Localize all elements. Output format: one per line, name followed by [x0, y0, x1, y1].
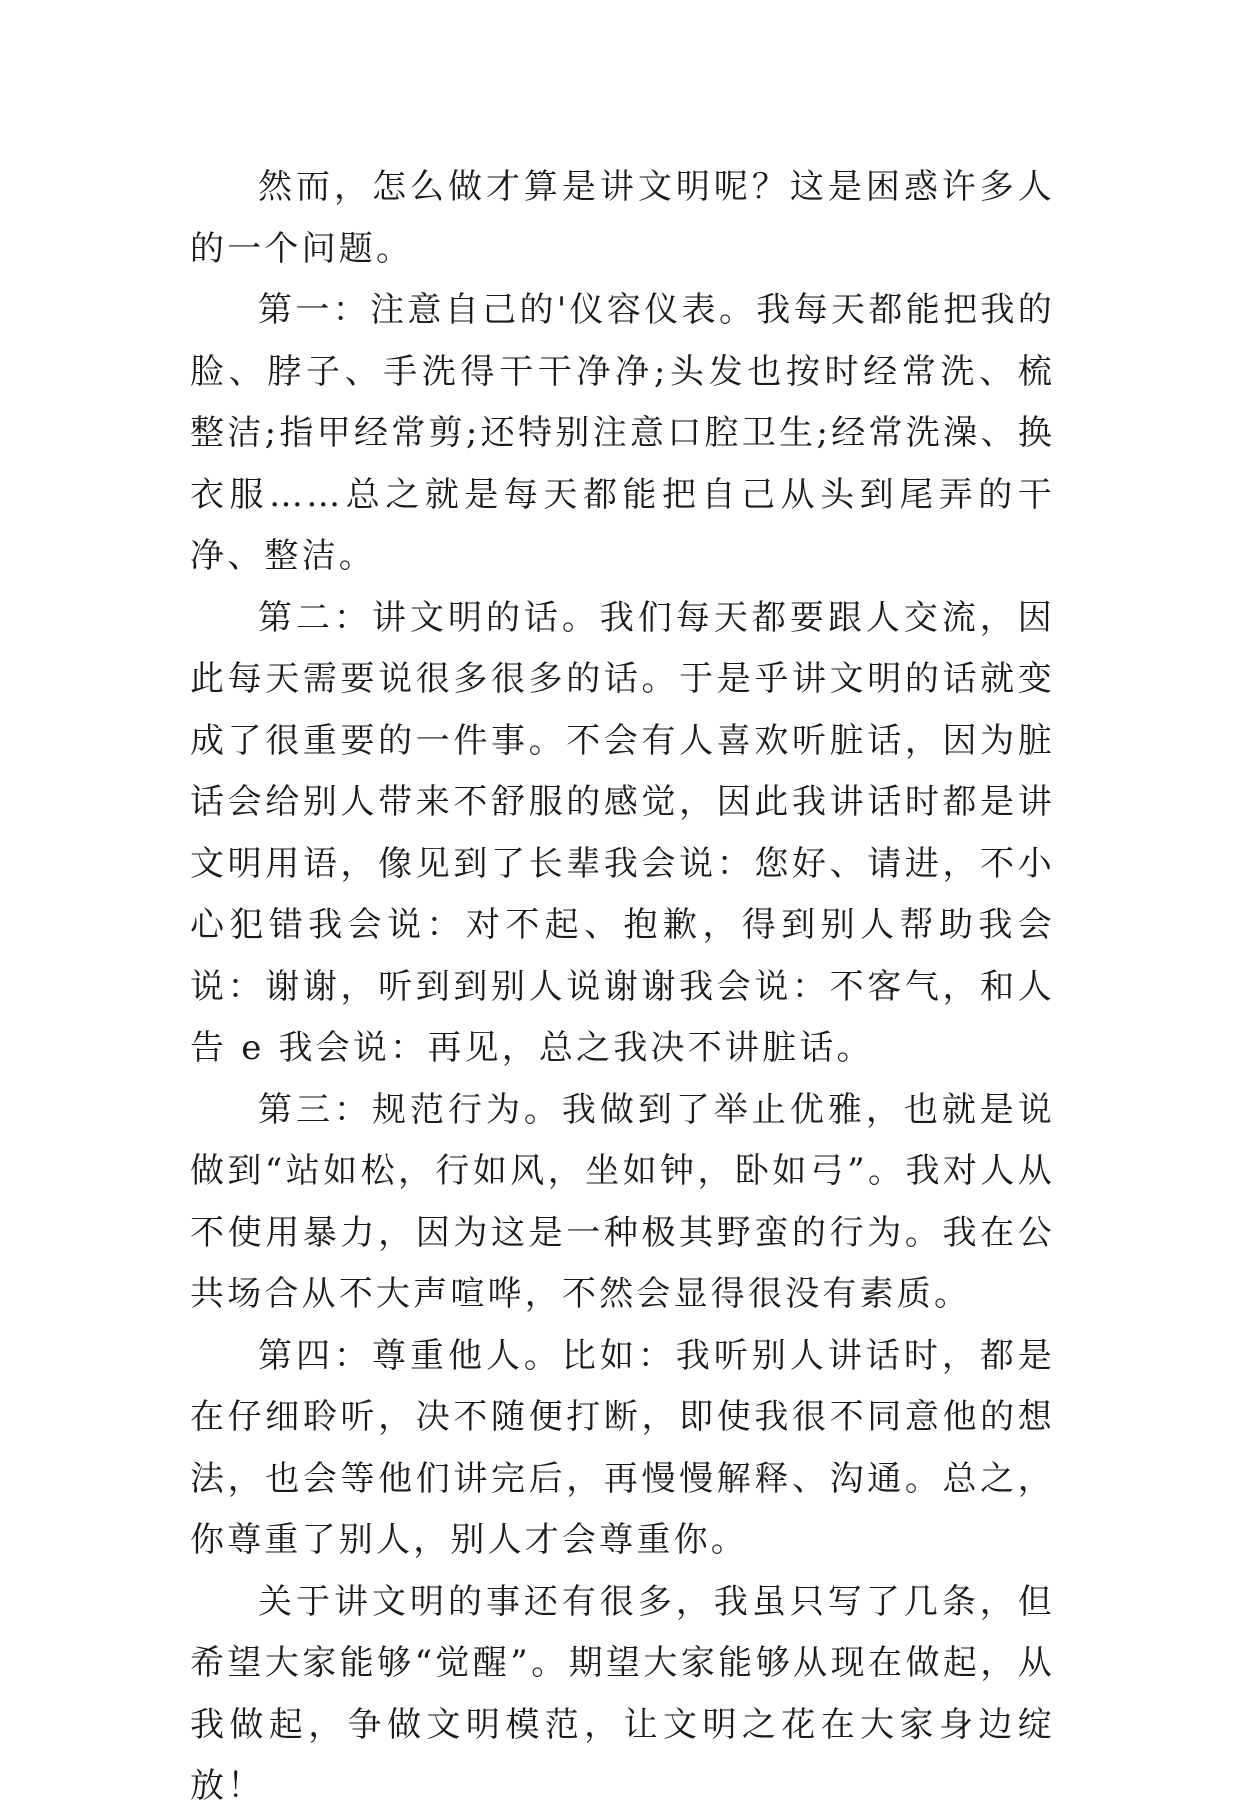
paragraph-point-three: 第三：规范行为。我做到了举止优雅，也就是说做到“站如松，行如风，坐如钟，卧如弓”。我对人从不使用暴力，因为这是一种极其野蛮的行为。我在公共场合从不大声喧哗，不然会显得很没有素质。	[190, 1089, 1055, 1314]
paragraph-point-four: 第四：尊重他人。比如：我听别人讲话时，都是在仔细聆听，决不随便打断，即使我很不同意他的想法，也会等他们讲完后，再慢慢解释、沟通。总之，你尊重了别人，别人才会尊重你。	[190, 1335, 1055, 1560]
paragraph-intro: 然而，怎么做才算是讲文明呢？这是困惑许多人的一个问题。	[190, 167, 1055, 269]
document-body	[190, 157, 1055, 1818]
paragraph-point-one: 第一：注意自己的'仪容仪表。我每天都能把我的脸、脖子、手洗得干干净净;头发也按时经常洗、梳整洁;指甲经常剪;还特别注意口腔卫生;经常洗澡、换衣服……总之就是每天都能把自己从头到尾弄的干净、整洁。	[190, 290, 1055, 576]
paragraph-conclusion: 关于讲文明的事还有很多，我虽只写了几条，但希望大家能够“觉醒”。期望大家能够从现在做起，从我做起，争做文明模范，让文明之花在大家身边绽放！	[190, 1581, 1055, 1806]
paragraph-point-two: 第二：讲文明的话。我们每天都要跟人交流，因此每天需要说很多很多的话。于是乎讲文明的话就变成了很重要的一件事。不会有人喜欢听脏话，因为脏话会给别人带来不舒服的感觉，因此我讲话时都是讲文明用语，像见到了长辈我会说：您好、请进，不小心犯错我会说：对不起、抱歉，得到别人帮助我会说：谢谢，听到到别人说谢谢我会说：不客气，和人告 e 我会说：再见，总之我决不讲脏话。	[190, 597, 1055, 1068]
